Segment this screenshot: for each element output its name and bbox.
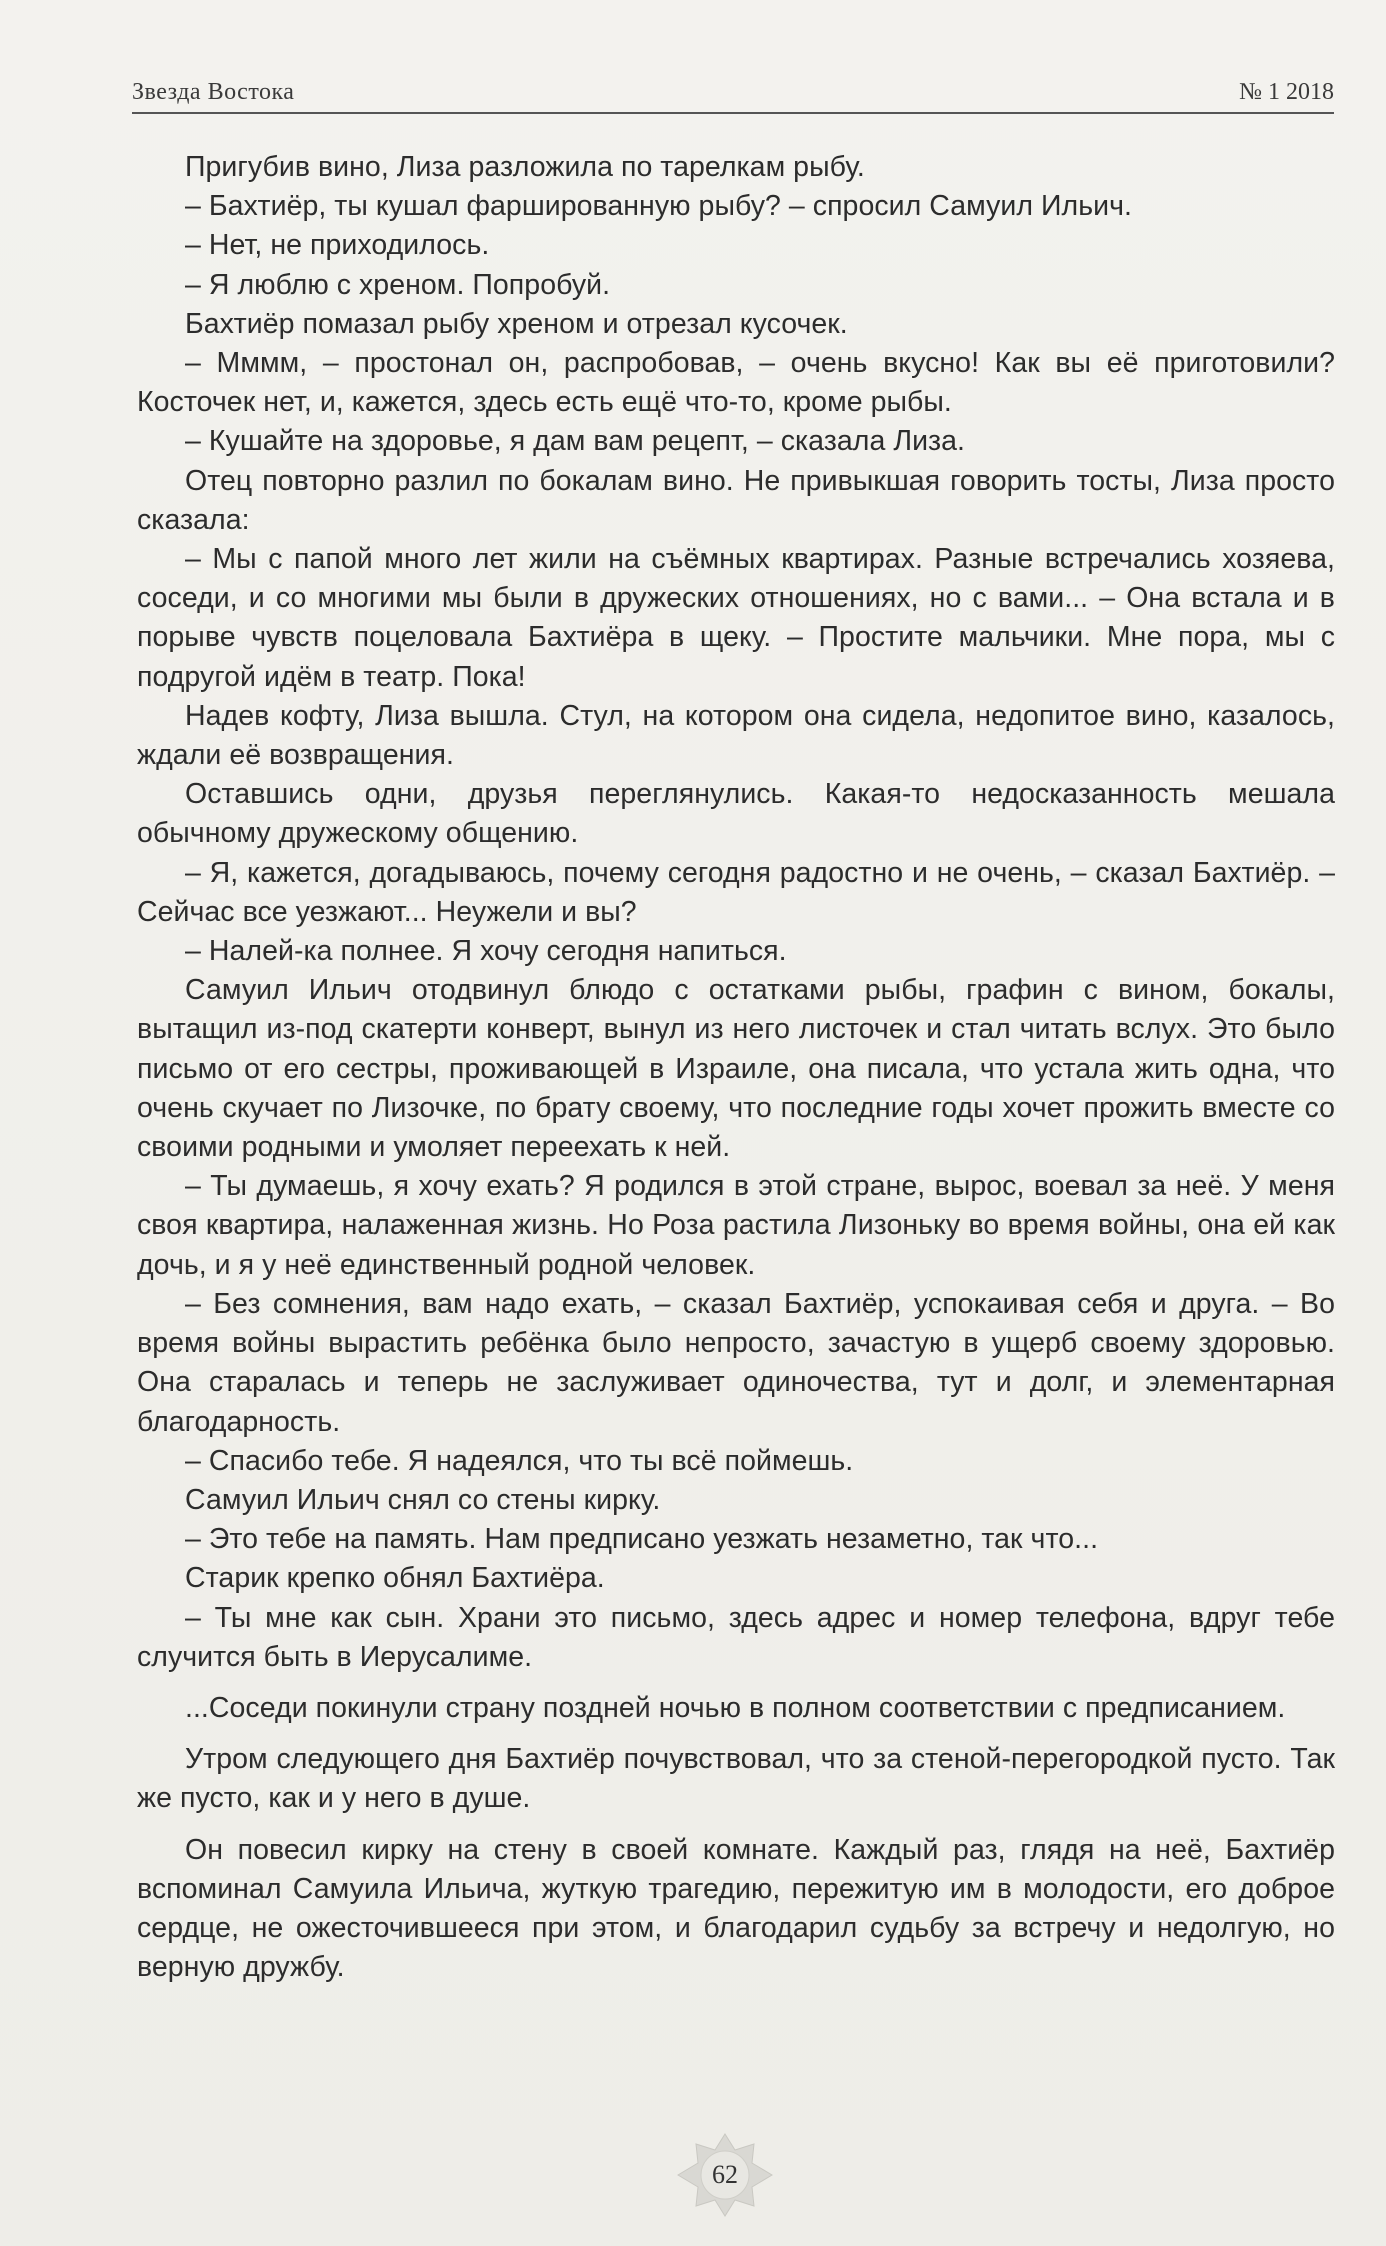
paragraph: Самуил Ильич отодвинул блюдо с остатками рыбы, графин с вином, бокалы, вытащил из-под скатерти конверт, вынул из него листочек и стал читать вслух. Это было письмо от его сестры, проживающей в Израиле, она писала, что устала жить одна, что очень скучает по Лизочке, по брату своему, что последние годы хочет прожить вместе со своими родными и умоляет переехать к ней. (137, 974, 1335, 1164)
body-text (137, 148, 1335, 1987)
paragraph: Старик крепко обнял Бахтиёра. (185, 1562, 605, 1595)
paragraph: – Кушайте на здоровье, я дам вам рецепт, – сказала Лиза. (185, 425, 966, 458)
paragraph: Утром следующего дня Бахтиёр почувствовал, что за стеной-перегородкой пусто. Так же пусто, как и у него в душе. (137, 1743, 1335, 1815)
paragraph: – Нет, не приходилось. (185, 229, 490, 262)
paragraph: – Мы с папой много лет жили на съёмных квартирах. Разные встречались хозяева, соседи, и со многими мы были в дружеских отношениях, но с вами... – Она встала и в порыве чувств поцеловала Бахтиёра в щеку. – Простите мальчики. Мне пора, мы с подругой идём в театр. Пока! (137, 543, 1335, 693)
paragraph: Он повесил кирку на стену в своей комнате. Каждый раз, глядя на неё, Бахтиёр вспоминал Самуила Ильича, жуткую трагедию, пережитую им в молодости, его доброе сердце, не ожесточившееся при этом, и благодарил судьбу за встречу и недолгую, но верную дружбу. (137, 1833, 1335, 1984)
paragraph: – Без сомнения, вам надо ехать, – сказал Бахтиёр, успокаивая себя и друга. – Во время войны вырастить ребёнка было непросто, зачастую в ущерб своему здоровью. Она старалась и теперь не заслуживает одиночества, тут и долг, и элементарная благодарность. (137, 1287, 1335, 1438)
paragraph: – Я, кажется, догадываюсь, почему сегодня радостно и не очень, – сказал Бахтиёр. – Сейчас все уезжают... Неужели и вы? (137, 856, 1335, 928)
paragraph: – Ты думаешь, я хочу ехать? Я родился в этой стране, вырос, воевал за неё. У меня своя квартира, налаженная жизнь. Но Роза растила Лизоньку во время войны, она ей как дочь, и я у неё единственный родной человек. (137, 1170, 1335, 1281)
paragraph: – Налей-ка полнее. Я хочу сегодня напиться. (185, 935, 787, 968)
paragraph: – Спасибо тебе. Я надеялся, что ты всё поймешь. (185, 1444, 854, 1477)
paragraph: Отец повторно разлил по бокалам вино. Не привыкшая говорить тосты, Лиза просто сказала: (137, 464, 1335, 536)
journal-title: Звезда Востока (132, 79, 295, 105)
paragraph: – Мммм, – простонал он, распробовав, – очень вкусно! Как вы её приготовили? Косточек нет, и, кажется, здесь есть ещё что-то, кроме рыбы. (137, 347, 1335, 419)
paragraph: Надев кофту, Лиза вышла. Стул, на котором она сидела, недопитое вино, казалось, ждали её возвращения. (137, 699, 1335, 772)
paragraph: – Это тебе на память. Нам предписано уезжать незаметно, так что... (185, 1523, 1099, 1556)
page-number-ornament (660, 2130, 790, 2220)
paragraph: – Я люблю с хреном. Попробуй. (185, 268, 611, 301)
paragraph: Пригубив вино, Лиза разложила по тарелкам рыбу. (185, 151, 865, 183)
paragraph: – Бахтиёр, ты кушал фаршированную рыбу? – спросил Самуил Ильич. (185, 190, 1132, 223)
issue-number: № 1 2018 (1239, 79, 1334, 105)
paragraph: Оставшись одни, друзья переглянулись. Какая-то недосказанность мешала обычному дружескому общению. (137, 778, 1335, 850)
paragraph: Самуил Ильич снял со стены кирку. (185, 1483, 661, 1516)
page-number: 62 (712, 2160, 738, 2189)
paragraph: – Ты мне как сын. Храни это письмо, здесь адрес и номер телефона, вдруг тебе случится быть в Иерусалиме. (137, 1601, 1335, 1673)
paragraph: ...Соседи покинули страну поздней ночью в полном соответствии с предписанием. (185, 1691, 1286, 1724)
paragraph: Бахтиёр помазал рыбу хреном и отрезал кусочек. (185, 307, 848, 340)
running-header (132, 68, 1334, 114)
